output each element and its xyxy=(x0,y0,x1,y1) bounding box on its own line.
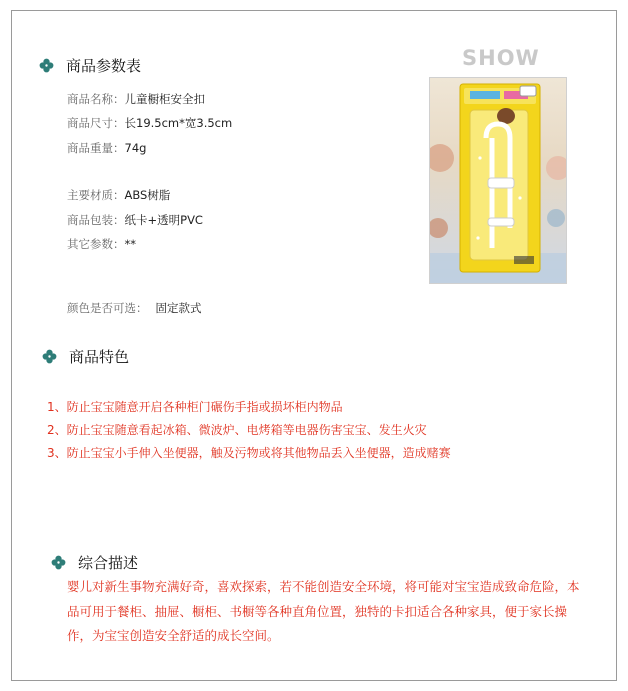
features-header xyxy=(42,346,129,367)
param-label: 商品尺寸： xyxy=(67,116,125,130)
clover-icon xyxy=(51,555,66,570)
description-title: 综合描述 xyxy=(78,554,139,572)
product-photo xyxy=(429,77,567,284)
clover-icon xyxy=(42,349,57,364)
show-badge: SHOW xyxy=(462,46,540,70)
param-row-name xyxy=(67,91,205,107)
param-row-material xyxy=(67,187,170,203)
param-value: 固定款式 xyxy=(155,301,202,315)
param-row-weight xyxy=(67,140,146,156)
param-value: ** xyxy=(124,237,136,251)
param-value: ABS树脂 xyxy=(124,188,171,202)
feature-item: 2、防止宝宝随意看起冰箱、微波炉、电烤箱等电器伤害宝宝、发生火灾 xyxy=(47,423,427,437)
param-label: 颜色是否可选： xyxy=(67,301,148,315)
param-label: 主要材质： xyxy=(67,188,125,202)
param-row-package xyxy=(67,212,203,228)
param-value: 纸卡+透明PVC xyxy=(124,213,203,227)
param-value: 长19.5cm*宽3.5cm xyxy=(124,116,233,130)
param-label: 商品重量： xyxy=(67,141,125,155)
param-value: 74g xyxy=(124,141,147,155)
description-header xyxy=(51,552,138,573)
product-illustration xyxy=(430,78,567,284)
param-label: 商品包装： xyxy=(67,213,125,227)
params-header xyxy=(39,55,141,76)
param-row-color xyxy=(67,300,202,316)
param-label: 商品名称： xyxy=(67,92,125,106)
params-title: 商品参数表 xyxy=(66,57,142,75)
param-value: 儿童橱柜安全扣 xyxy=(124,92,205,106)
features-title: 商品特色 xyxy=(69,348,130,366)
feature-item: 1、防止宝宝随意开启各种柜门碾伤手指或损坏柜内物品 xyxy=(47,400,343,414)
param-row-size xyxy=(67,115,232,131)
param-row-other xyxy=(67,236,136,252)
clover-icon xyxy=(39,58,54,73)
param-label: 其它参数： xyxy=(67,237,125,251)
feature-item: 3、防止宝宝小手伸入坐便器，触及污物或将其他物品丢入坐便器，造成赌赛 xyxy=(47,446,451,460)
description-text: 婴儿对新生事物充满好奇，喜欢探索，若不能创造安全环境，将可能对宝宝造成致命危险，本品可用于餐柜、抽屉、橱柜、书橱等各种直角位置，独特的卡扣适合各种家具，便于家长操作，为宝宝创造安全舒适的成长空间。 xyxy=(67,579,580,643)
